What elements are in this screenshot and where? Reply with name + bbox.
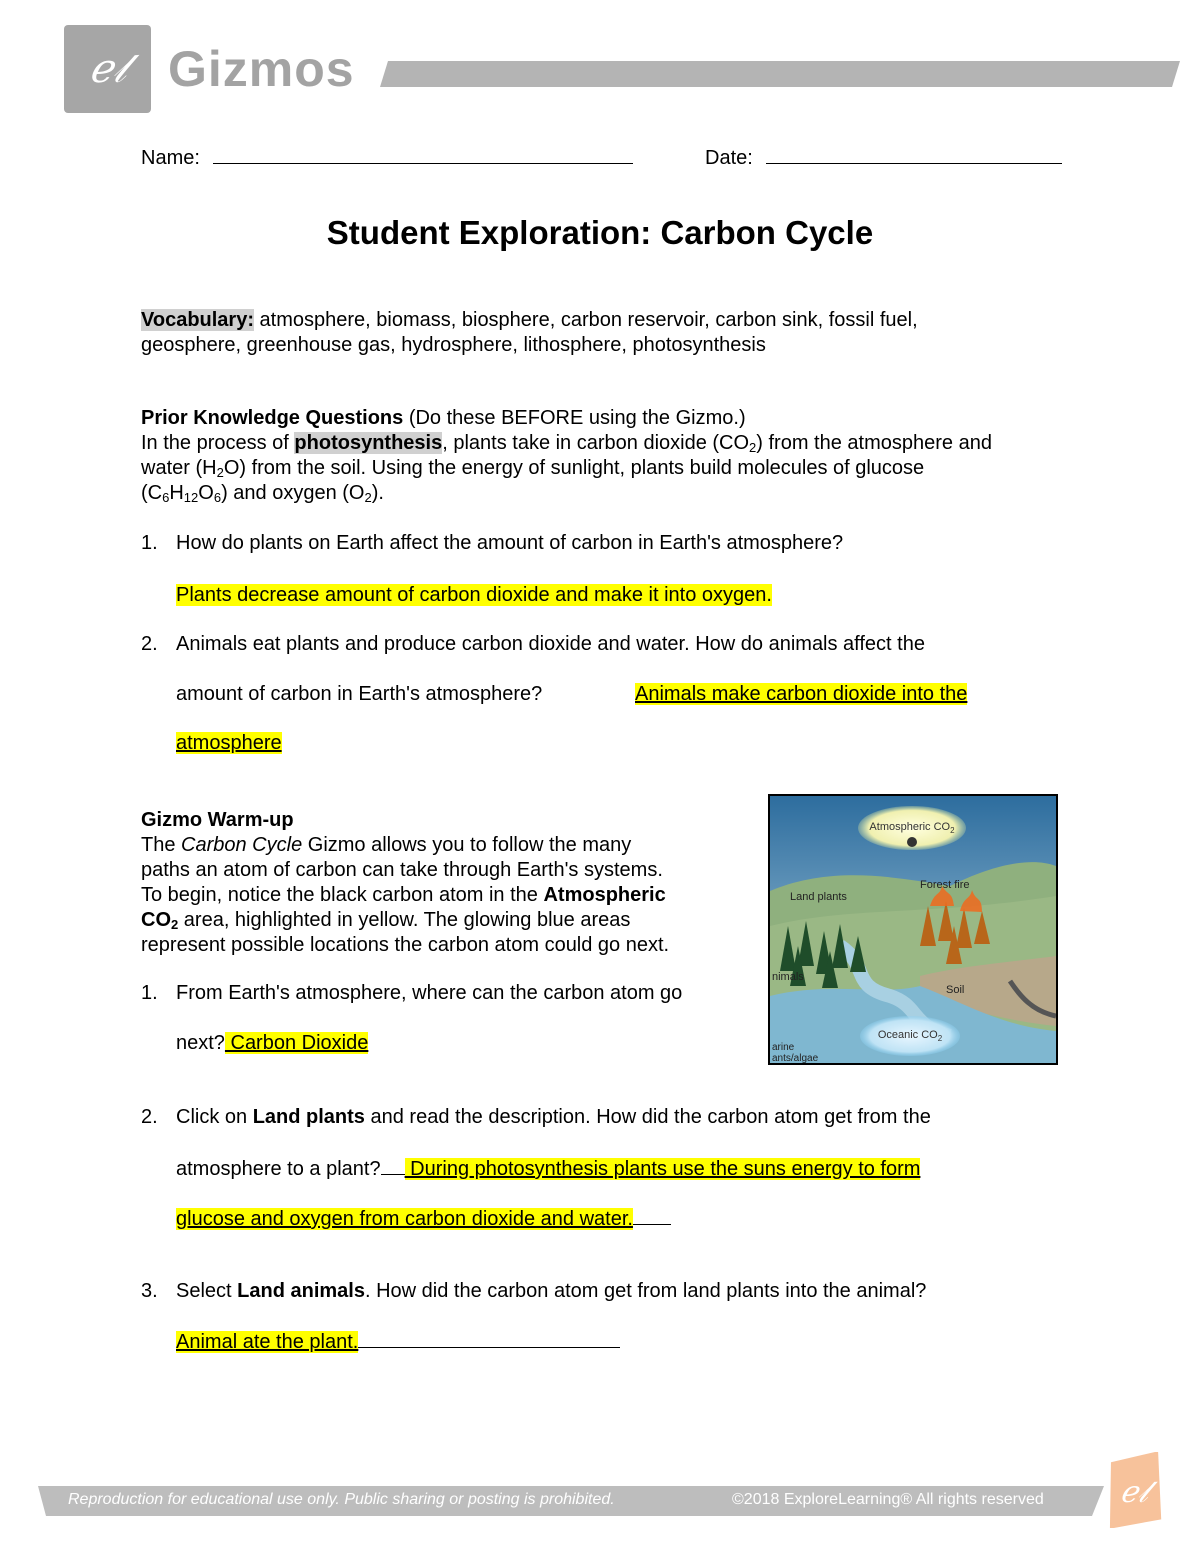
answer-text: Animals make carbon dioxide into the <box>635 683 968 705</box>
answer-text: Animal ate the plant. <box>176 1331 359 1353</box>
vocabulary-terms-line1: atmosphere, biomass, biosphere, carbon reservoir, carbon sink, fossil fuel, <box>254 309 918 331</box>
intro-text: ) from the atmosphere and <box>756 432 992 454</box>
warmup-text: Gizmo allows you to follow the many <box>302 834 632 856</box>
subscript: 2 <box>749 440 757 455</box>
warmup-answer-2-cont[interactable] <box>176 1206 671 1232</box>
subscript: 12 <box>183 490 199 505</box>
warmup-question-3 <box>141 1279 926 1304</box>
carbon-cycle-gizmo-image <box>768 794 1058 1065</box>
photosynthesis-term: photosynthesis <box>294 432 443 454</box>
question-number: 2. <box>141 1106 158 1128</box>
question-text: Animals eat plants and produce carbon dioxide and water. How do animals affect the <box>176 633 925 655</box>
vocabulary-label: Vocabulary: <box>141 309 254 331</box>
intro-text: (C <box>141 482 163 504</box>
answer-underline <box>633 1206 671 1225</box>
question-text-bold: Land plants <box>252 1106 365 1128</box>
forest-fire-label: Forest fire <box>920 879 970 891</box>
answer-underline <box>358 1329 620 1348</box>
answer-text: glucose and oxygen from carbon dioxide and water. <box>176 1208 633 1230</box>
vocabulary-terms-line2: geosphere, greenhouse gas, hydrosphere, lithosphere, photosynthesis <box>141 334 766 356</box>
subscript: 2 <box>171 917 179 932</box>
marine-label-2: ants/algae <box>772 1053 819 1063</box>
intro-text: H <box>169 482 184 504</box>
intro-text: water (H <box>141 457 217 479</box>
question-number: 1. <box>141 532 158 554</box>
date-field <box>705 143 1062 170</box>
answer-underline <box>381 1156 405 1175</box>
prior-question-2-line2 <box>176 682 542 707</box>
prior-answer-1[interactable] <box>176 583 772 608</box>
question-text: amount of carbon in Earth's atmosphere? <box>176 683 543 705</box>
warmup-text: To begin, notice the black carbon atom in the <box>141 884 544 906</box>
answer-text: Carbon Dioxide <box>224 1032 369 1054</box>
footer-copyright: ©2018 ExploreLearning® All rights reserved <box>732 1491 1044 1508</box>
gizmos-logo-mark <box>64 25 151 113</box>
page-title: Student Exploration: Carbon Cycle <box>326 214 874 251</box>
prior-question-1 <box>141 531 843 556</box>
warmup-question-2 <box>141 1105 931 1130</box>
land-plants-label: Land plants <box>790 891 847 903</box>
question-text: and read the description. How did the carbon atom get from the <box>364 1106 931 1128</box>
footer-disclaimer: Reproduction for educational use only. Public sharing or posting is prohibited. <box>68 1491 615 1508</box>
subscript: 2 <box>216 465 224 480</box>
question-text: atmosphere to a plant? <box>176 1158 381 1180</box>
warmup-heading: Gizmo Warm-up <box>141 809 294 831</box>
header-decorative-bar <box>380 61 1180 87</box>
prior-answer-2[interactable] <box>635 682 967 707</box>
question-text: How do plants on Earth affect the amount of carbon in Earth's atmosphere? <box>176 532 844 554</box>
oceanic-co2-label: Oceanic $CO_2$ <box>877 1029 943 1043</box>
question-text: next? <box>176 1032 225 1054</box>
prior-knowledge-note: (Do these BEFORE using the Gizmo.) <box>403 407 746 429</box>
prior-question-2 <box>141 632 925 657</box>
gizmos-logo-title: Gizmos <box>168 41 355 97</box>
name-label: Name: <box>141 147 200 169</box>
intro-text: , plants take in carbon dioxide (CO <box>442 432 750 454</box>
intro-text: ). <box>371 482 384 504</box>
date-line <box>766 143 1062 164</box>
warmup-text-bold: CO <box>141 909 171 931</box>
prior-knowledge-section <box>141 406 1081 506</box>
warmup-text: area, highlighted in yellow. The glowing blue areas <box>178 909 631 931</box>
explorelearning-badge-icon <box>1100 1452 1168 1528</box>
question-number: 2. <box>141 633 158 655</box>
warmup-text: The <box>141 834 182 856</box>
subscript: 2 <box>364 490 372 505</box>
warmup-text: represent possible locations the carbon atom could go next. <box>141 934 670 956</box>
animals-label: nimals <box>772 971 804 983</box>
prior-answer-2-cont[interactable] <box>176 731 282 756</box>
question-number: 1. <box>141 982 158 1004</box>
question-text: From Earth's atmosphere, where can the carbon atom go <box>176 982 683 1004</box>
warmup-answer-2[interactable] <box>176 1156 920 1182</box>
question-text: Click on <box>176 1106 253 1128</box>
question-text: . How did the carbon atom get from land plants into the animal? <box>364 1280 927 1302</box>
marine-label-1: arine <box>772 1042 795 1053</box>
subscript: 6 <box>162 490 170 505</box>
date-label: Date: <box>705 147 753 169</box>
question-number: 3. <box>141 1280 158 1302</box>
intro-text: O) from the soil. Using the energy of sunlight, plants build molecules of glucose <box>223 457 925 479</box>
name-line <box>213 143 633 164</box>
warmup-question-1 <box>141 981 682 1006</box>
soil-label: Soil <box>946 984 965 996</box>
vocabulary-section <box>141 308 1061 358</box>
carbon-cycle-illustration <box>770 796 1056 1063</box>
warmup-section <box>141 808 741 958</box>
intro-text: O <box>198 482 214 504</box>
name-field <box>141 143 633 170</box>
answer-text: Plants decrease amount of carbon dioxide and make it into oxygen. <box>176 584 772 606</box>
warmup-text-italic: Carbon Cycle <box>181 834 303 856</box>
warmup-answer-1[interactable] <box>176 1031 368 1056</box>
answer-text: atmosphere <box>176 732 282 754</box>
prior-knowledge-heading: Prior Knowledge Questions <box>141 407 404 429</box>
logo-mark-glyph: ℯ𝓁 <box>89 46 126 92</box>
subscript: 6 <box>213 490 222 505</box>
question-text-bold: Land animals <box>237 1280 365 1302</box>
answer-text: During photosynthesis plants use the suns energy to form <box>404 1158 921 1180</box>
intro-text: In the process of <box>141 432 295 454</box>
warmup-text-bold: Atmospheric <box>543 884 666 906</box>
question-text: Select <box>176 1280 238 1302</box>
warmup-text: paths an atom of carbon can take through Earth's systems. <box>141 859 663 881</box>
badge-glyph: ℯ𝓁 <box>1120 1475 1148 1510</box>
atmospheric-co2-label: Atmospheric $CO_2$ <box>869 821 955 835</box>
carbon-atom-marker <box>907 837 917 847</box>
warmup-answer-3[interactable] <box>176 1329 620 1355</box>
intro-text: ) and oxygen (O <box>221 482 365 504</box>
